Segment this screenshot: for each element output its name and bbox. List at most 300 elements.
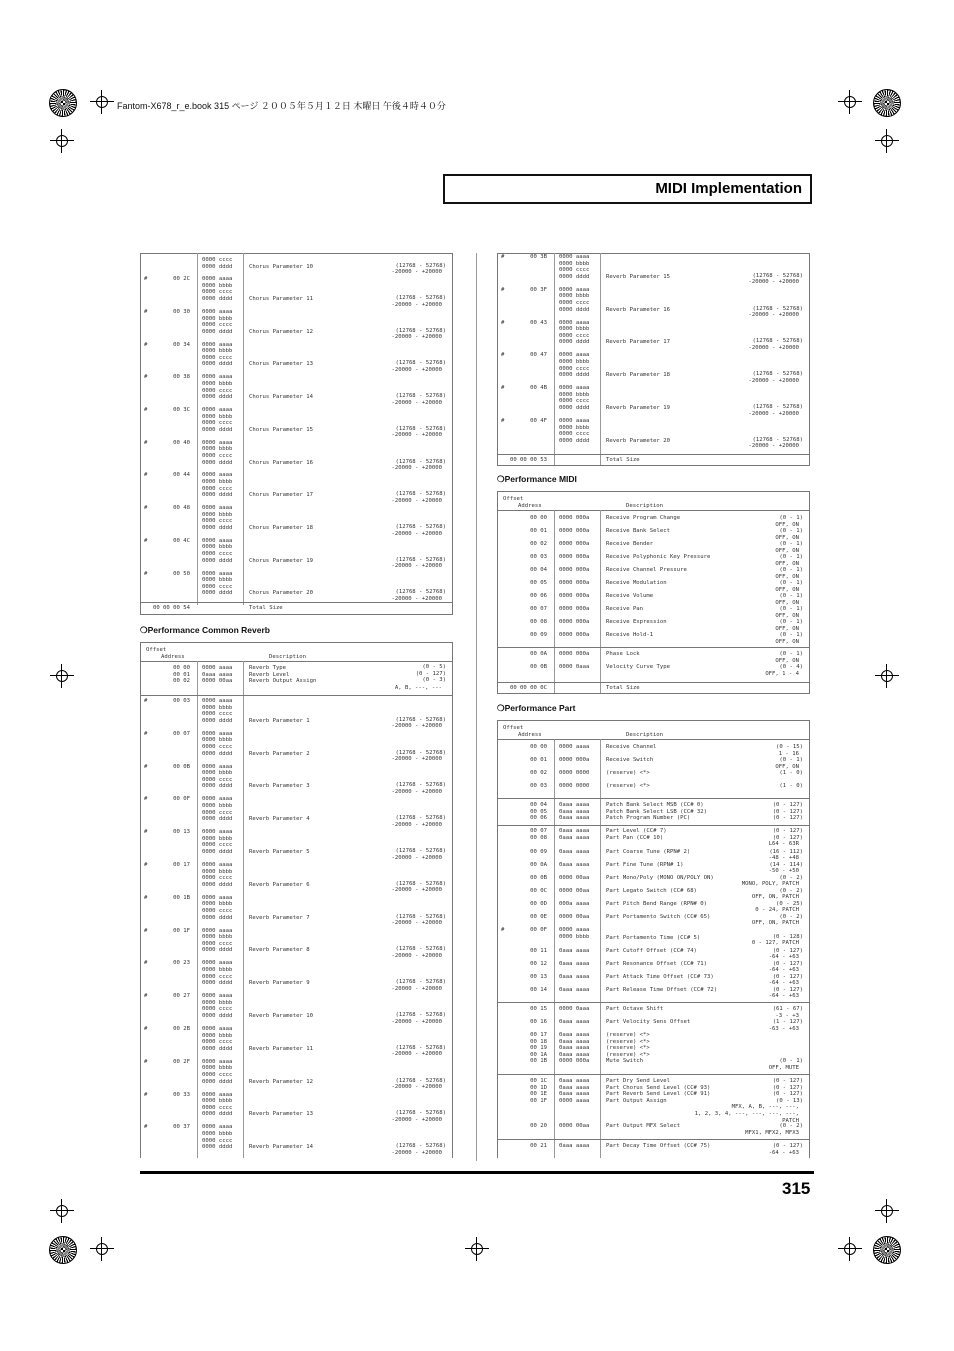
parameter-name: Chorus Parameter 14 bbox=[249, 394, 313, 401]
value-range-display: -20000 - +20000 bbox=[748, 443, 799, 450]
value-range: (0 - 128) bbox=[772, 933, 803, 940]
data-bits: 0000 aaaa bbox=[559, 286, 590, 293]
data-bits: 0000 bbbb bbox=[202, 1131, 233, 1137]
data-bits: 0000 0000 bbox=[559, 770, 590, 776]
value-range: (12768 - 52768) bbox=[395, 491, 446, 498]
hash-mark: # bbox=[501, 352, 505, 359]
hash-mark: # bbox=[144, 439, 148, 446]
hash-mark: # bbox=[501, 286, 505, 293]
offset-address: 00 3F bbox=[530, 286, 547, 293]
parameter-name: Reverb Parameter 17 bbox=[606, 339, 670, 346]
table-rule bbox=[498, 647, 809, 648]
data-bits: 0000 aaaa bbox=[202, 796, 233, 803]
offset-address: 00 50 bbox=[173, 570, 190, 577]
crop-mark-icon bbox=[55, 1204, 69, 1218]
value-range: (12768 - 52768) bbox=[395, 360, 446, 367]
offset-address: 00 1F bbox=[530, 1097, 547, 1104]
offset-address: 00 09 bbox=[530, 632, 547, 638]
value-range-display: 1 - 16 bbox=[778, 750, 799, 757]
data-bits: 0000 aaaa bbox=[202, 665, 233, 671]
parameter-name: Chorus Parameter 18 bbox=[249, 524, 313, 531]
value-range: (0 - 127) bbox=[772, 1143, 803, 1149]
data-bits: 0000 dddd bbox=[202, 328, 233, 335]
value-range: (0 - 127) bbox=[772, 960, 803, 967]
value-range-display: -20000 - +20000 bbox=[391, 399, 442, 406]
value-range-display: OFF, ON bbox=[775, 612, 799, 619]
data-bits: 0aaa aaaa bbox=[559, 1019, 590, 1025]
offset-address: 00 0D bbox=[530, 900, 547, 907]
data-bits: 0000 cccc bbox=[202, 908, 233, 914]
value-range: (12768 - 52768) bbox=[395, 815, 446, 822]
value-range-display: 0 - 127, PATCH bbox=[751, 940, 799, 947]
value-range-display: OFF, ON bbox=[775, 560, 799, 567]
data-bits: 0aaa aaaa bbox=[559, 1143, 590, 1149]
data-bits: 0000 bbbb bbox=[559, 293, 590, 300]
hash-mark: # bbox=[144, 276, 148, 283]
offset-address: 00 12 bbox=[530, 960, 547, 967]
parameter-name: Reverb Parameter 13 bbox=[249, 1111, 313, 1118]
data-bits: 0000 dddd bbox=[202, 980, 233, 987]
value-range: (0 - 127) bbox=[772, 986, 803, 993]
table-rule bbox=[498, 1074, 809, 1075]
value-range: (0 - 2) bbox=[779, 887, 803, 894]
table-rule bbox=[498, 798, 809, 799]
offset-address: 00 4C bbox=[173, 537, 190, 544]
data-bits: 0000 000a bbox=[559, 632, 590, 638]
data-bits: 0aaa aaaa bbox=[559, 861, 590, 868]
data-bits: 0000 cccc bbox=[559, 365, 590, 372]
value-range-display: -64 - +63 bbox=[768, 1149, 799, 1156]
data-bits: 0000 bbbb bbox=[559, 933, 590, 940]
parameter-name: Reverb Parameter 9 bbox=[249, 980, 310, 987]
crop-mark-icon bbox=[470, 1242, 484, 1256]
hash-mark: # bbox=[144, 894, 148, 901]
data-bits: 0000 bbbb bbox=[202, 704, 233, 711]
column-rule bbox=[600, 253, 601, 466]
data-bits: 0000 cccc bbox=[202, 776, 233, 783]
offset-address: 00 1D bbox=[530, 1084, 547, 1091]
hash-mark: # bbox=[144, 1091, 148, 1098]
value-range-display: -20000 - +20000 bbox=[391, 1084, 442, 1091]
parameter-name: Patch Bank Select MSB (CC# 0) bbox=[606, 802, 704, 808]
parameter-name: Part Chorus Send Level (CC# 93) bbox=[606, 1084, 711, 1091]
value-range: (12768 - 52768) bbox=[752, 404, 803, 410]
value-range-display: OFF, ON bbox=[775, 657, 799, 664]
data-bits: 0000 aaaa bbox=[202, 894, 233, 901]
data-bits: 0000 aaaa bbox=[202, 407, 233, 413]
data-bits: 0000 aaaa bbox=[202, 1091, 233, 1098]
offset-address: 00 04 bbox=[530, 567, 547, 573]
reverb-parameters-table bbox=[497, 253, 810, 466]
parameter-name: Part Attack Time Offset (CC# 73) bbox=[606, 973, 714, 980]
value-range-display: -20000 - +20000 bbox=[391, 1018, 442, 1025]
offset-address: 00 44 bbox=[173, 472, 190, 479]
parameter-name: Part Decay Time Offset (CC# 75) bbox=[606, 1143, 711, 1149]
value-range: (0 - 2) bbox=[779, 1123, 803, 1129]
parameter-name: (reserve) <*> bbox=[606, 783, 650, 789]
description-header: Description bbox=[269, 653, 307, 660]
parameter-name: Reverb Type bbox=[249, 665, 287, 671]
bottom-rule bbox=[140, 1171, 814, 1174]
parameter-name: Reverb Parameter 10 bbox=[249, 1013, 313, 1019]
data-bits: 0000 bbbb bbox=[202, 413, 233, 420]
data-bits: 0000 cccc bbox=[202, 485, 233, 492]
parameter-name: Receive Bank Select bbox=[606, 528, 670, 534]
offset-address: 00 2F bbox=[173, 1058, 190, 1065]
value-range: (0 - 127) bbox=[772, 1091, 803, 1098]
offset-address: 00 02 bbox=[173, 678, 190, 685]
table-rule bbox=[498, 491, 809, 492]
column-rule bbox=[197, 661, 198, 1158]
data-bits: 0000 aaaa bbox=[202, 537, 233, 544]
value-range-display: OFF, ON bbox=[775, 521, 799, 528]
data-bits: 0000 dddd bbox=[202, 783, 233, 790]
data-bits: 0000 bbbb bbox=[202, 1065, 233, 1072]
data-bits: 0000 cccc bbox=[202, 744, 233, 750]
offset-address: 00 18 bbox=[530, 1038, 547, 1045]
offset-address: 00 0B bbox=[173, 763, 190, 770]
parameter-name: Part Pan (CC# 10) bbox=[606, 834, 664, 841]
offset-address: 00 16 bbox=[530, 1019, 547, 1025]
data-bits: 0000 aaaa bbox=[202, 862, 233, 868]
data-bits: 0000 dddd bbox=[202, 881, 233, 888]
data-bits: 0000 bbbb bbox=[202, 868, 233, 875]
offset-address: 00 06 bbox=[530, 593, 547, 599]
offset-address: 00 43 bbox=[530, 319, 547, 326]
data-bits: 0000 0000 bbox=[559, 783, 590, 789]
hash-mark: # bbox=[144, 698, 148, 704]
value-range-display: A, B, ---, --- bbox=[394, 684, 442, 691]
parameter-name: Reverb Parameter 8 bbox=[249, 947, 310, 954]
parameter-name: Reverb Output Assign bbox=[249, 678, 317, 685]
page-title: MIDI Implementation bbox=[655, 180, 802, 197]
offset-address: 00 1F bbox=[173, 927, 190, 934]
value-range-display: OFF, ON bbox=[775, 547, 799, 554]
data-bits: 0000 bbbb bbox=[202, 446, 233, 453]
file-header-line: Fantom-X678_r_e.book 315 ページ ２００５年５月１２日 木曜日 午後４時４０分 bbox=[117, 101, 446, 111]
data-bits: 0000 aaaa bbox=[202, 439, 233, 446]
value-range-display: OFF, ON, PATCH bbox=[751, 920, 799, 927]
offset-address: 00 04 bbox=[530, 802, 547, 808]
value-range: (0 - 1) bbox=[779, 567, 803, 573]
data-bits: 0000 aaaa bbox=[202, 505, 233, 512]
hash-mark: # bbox=[144, 960, 148, 967]
data-bits: 0000 00aa bbox=[202, 678, 233, 685]
data-bits: 0000 aaaa bbox=[202, 308, 233, 315]
data-bits: 0000 dddd bbox=[202, 459, 233, 466]
data-bits: 0000 bbbb bbox=[202, 544, 233, 551]
offset-address: 00 01 bbox=[530, 757, 547, 763]
offset-address: 00 2C bbox=[173, 276, 190, 283]
data-bits: 0000 cccc bbox=[202, 257, 233, 263]
value-range: (0 - 127) bbox=[772, 834, 803, 841]
data-bits: 0000 cccc bbox=[559, 300, 590, 306]
parameter-name: Part Fine Tune (RPN# 1) bbox=[606, 861, 684, 868]
section-title-common-reverb: ❍Performance Common Reverb bbox=[140, 625, 270, 635]
value-range: (0 - 127) bbox=[772, 1078, 803, 1084]
value-range: (0 - 1) bbox=[779, 580, 803, 586]
hash-mark: # bbox=[144, 407, 148, 413]
parameter-name: Reverb Parameter 4 bbox=[249, 816, 310, 823]
data-bits: 0000 cccc bbox=[202, 289, 233, 296]
data-bits: 0000 0aaa bbox=[559, 664, 590, 670]
parameter-name: Receive Hold-1 bbox=[606, 632, 654, 638]
hash-mark: # bbox=[501, 418, 505, 424]
data-bits: 0aaa aaaa bbox=[559, 960, 590, 967]
table-rule bbox=[498, 454, 809, 455]
parameter-name: Receive Program Change bbox=[606, 515, 681, 521]
offset-address: 00 14 bbox=[530, 986, 547, 993]
data-bits: 0000 bbbb bbox=[202, 934, 233, 941]
crop-mark-icon bbox=[55, 669, 69, 683]
data-bits: 0000 000a bbox=[559, 1058, 590, 1065]
value-range: (12768 - 52768) bbox=[395, 1012, 446, 1018]
hash-mark: # bbox=[144, 374, 148, 381]
value-range: (12768 - 52768) bbox=[395, 425, 446, 432]
data-bits: 0000 cccc bbox=[559, 398, 590, 405]
value-range-display: -20000 - +20000 bbox=[391, 920, 442, 927]
parameter-name: Receive Bender bbox=[606, 541, 654, 547]
offset-address: 00 0A bbox=[530, 861, 547, 868]
hash-mark: # bbox=[144, 829, 148, 836]
offset-address: 00 17 bbox=[173, 862, 190, 868]
common-reverb-table bbox=[140, 642, 453, 1158]
value-range-display: -20000 - +20000 bbox=[391, 334, 442, 341]
hash-mark: # bbox=[144, 570, 148, 577]
value-range-display: -20000 - +20000 bbox=[391, 1149, 442, 1156]
data-bits: 0000 cccc bbox=[202, 452, 233, 459]
hash-mark: # bbox=[144, 505, 148, 512]
value-range: (12768 - 52768) bbox=[395, 1143, 446, 1150]
value-range: (0 - 1) bbox=[779, 606, 803, 612]
offset-address: 00 2B bbox=[173, 1026, 190, 1032]
data-bits: 0000 bbbb bbox=[202, 967, 233, 973]
data-bits: 0000 aaaa bbox=[202, 993, 233, 1000]
data-bits: 0000 cccc bbox=[202, 551, 233, 557]
data-bits: 0000 cccc bbox=[559, 332, 590, 339]
parameter-name: Patch Bank Select LSB (CC# 32) bbox=[606, 808, 708, 815]
data-bits: 0000 dddd bbox=[202, 492, 233, 499]
value-range-display: -20000 - +20000 bbox=[391, 269, 442, 276]
data-bits: 0000 aaaa bbox=[202, 1058, 233, 1065]
registration-star-icon bbox=[49, 1236, 77, 1264]
value-range: (12768 - 52768) bbox=[395, 979, 446, 986]
offset-address: 00 13 bbox=[173, 829, 190, 836]
offset-address: 00 02 bbox=[530, 541, 547, 547]
data-bits: 0000 bbbb bbox=[202, 737, 233, 744]
offset-address: 00 1B bbox=[530, 1058, 547, 1065]
data-bits: 0aaa aaaa bbox=[559, 973, 590, 980]
offset-address: 00 1C bbox=[530, 1078, 547, 1084]
column-rule bbox=[554, 510, 555, 694]
data-bits: 0000 cccc bbox=[202, 583, 233, 590]
value-range-display: -20000 - +20000 bbox=[748, 312, 799, 319]
parameter-name: Chorus Parameter 12 bbox=[249, 328, 313, 335]
value-range-display: -20000 - +20000 bbox=[391, 821, 442, 828]
parameter-name: Total Size bbox=[606, 456, 640, 463]
data-bits: 0000 00aa bbox=[559, 913, 590, 920]
value-range-display: OFF, 1 - 4 bbox=[765, 670, 799, 677]
data-bits: 0000 aaaa bbox=[202, 927, 233, 934]
offset-address: 00 27 bbox=[173, 993, 190, 1000]
data-bits: 0000 0aaa bbox=[559, 1006, 590, 1012]
value-range-display: -20000 - +20000 bbox=[391, 887, 442, 894]
value-range: (0 - 1) bbox=[779, 651, 803, 657]
data-bits: 0000 dddd bbox=[202, 750, 233, 757]
offset-address: 00 09 bbox=[530, 848, 547, 855]
parameter-name: Part Release Time Offset (CC# 72) bbox=[606, 986, 718, 993]
data-bits: 0000 cccc bbox=[202, 518, 233, 525]
data-bits: 0000 aaaa bbox=[202, 960, 233, 967]
value-range-display: -64 - +63 bbox=[768, 993, 799, 1000]
value-range: (0 - 1) bbox=[779, 632, 803, 638]
data-bits: 0000 cccc bbox=[559, 431, 590, 438]
offset-header: Offset bbox=[503, 496, 524, 502]
offset-address: 00 00 00 0C bbox=[509, 684, 547, 691]
hash-mark: # bbox=[144, 472, 148, 479]
value-range-display: OFF, ON bbox=[775, 573, 799, 580]
column-rule bbox=[243, 661, 244, 1158]
data-bits: 0000 cccc bbox=[202, 940, 233, 947]
table-rule bbox=[498, 465, 809, 466]
offset-address: 00 48 bbox=[173, 505, 190, 512]
value-range: (16 - 112) bbox=[769, 848, 803, 855]
parameter-name: Chorus Parameter 15 bbox=[249, 426, 313, 433]
value-range: (0 - 4) bbox=[779, 664, 803, 670]
parameter-name: Part Output MFX Select bbox=[606, 1123, 681, 1129]
value-range-display: 0 - 24, PATCH bbox=[755, 907, 799, 914]
parameter-name: Part Resonance Offset (CC# 71) bbox=[606, 960, 708, 967]
value-range: (12768 - 52768) bbox=[395, 946, 446, 953]
value-range: (12768 - 52768) bbox=[395, 458, 446, 465]
value-range-display: MFX, A, B, ---, ---, bbox=[731, 1104, 799, 1111]
value-range-display: -20000 - +20000 bbox=[748, 410, 799, 417]
data-bits: 0000 dddd bbox=[202, 816, 233, 823]
offset-address: 00 0C bbox=[530, 887, 547, 894]
value-range: (12768 - 52768) bbox=[395, 523, 446, 530]
parameter-name: Part Level (CC# 7) bbox=[606, 828, 667, 834]
offset-address: 00 4F bbox=[530, 418, 547, 424]
data-bits: 0000 aaaa bbox=[559, 319, 590, 326]
value-range-display: -20000 - +20000 bbox=[391, 465, 442, 472]
data-bits: 0000 bbbb bbox=[559, 326, 590, 333]
value-range: (12768 - 52768) bbox=[752, 338, 803, 345]
data-bits: 0000 bbbb bbox=[559, 359, 590, 365]
parameter-name: Total Size bbox=[606, 684, 640, 691]
value-range: (0 - 2) bbox=[779, 874, 803, 881]
data-bits: 0000 aaaa bbox=[559, 352, 590, 359]
data-bits: 0000 cccc bbox=[202, 420, 233, 427]
hash-mark: # bbox=[501, 385, 505, 392]
parameter-name: Receive Polyphonic Key Pressure bbox=[606, 554, 711, 560]
parameter-name: Reverb Parameter 6 bbox=[249, 881, 310, 888]
column-rule bbox=[554, 253, 555, 466]
offset-address: 00 0E bbox=[530, 913, 547, 920]
offset-address: 00 08 bbox=[530, 834, 547, 841]
value-range-display: 1, 2, 3, 4, ---, ---, ---, ---, bbox=[694, 1111, 799, 1117]
hash-mark: # bbox=[144, 796, 148, 803]
table-rule bbox=[141, 614, 452, 615]
value-range-display: -20000 - +20000 bbox=[391, 953, 442, 959]
crop-mark-icon bbox=[55, 134, 69, 148]
hash-mark: # bbox=[144, 1058, 148, 1065]
parameter-name: Total Size bbox=[249, 605, 283, 611]
data-bits: 0000 cccc bbox=[202, 387, 233, 394]
data-bits: 0000 dddd bbox=[202, 947, 233, 954]
page-number: 315 bbox=[782, 1179, 811, 1198]
hash-mark: # bbox=[144, 927, 148, 934]
value-range-display: -20000 - +20000 bbox=[748, 377, 799, 384]
value-range-display: OFF, ON bbox=[775, 625, 799, 632]
value-range-display: -20000 - +20000 bbox=[391, 985, 442, 992]
value-range-display: -20000 - +20000 bbox=[391, 1117, 442, 1123]
data-bits: 0000 bbbb bbox=[202, 901, 233, 908]
value-range-display: -20000 - +20000 bbox=[391, 723, 442, 730]
offset-address: 00 33 bbox=[173, 1091, 190, 1098]
data-bits: 0aaa aaaa bbox=[559, 1038, 590, 1045]
offset-address: 00 1B bbox=[173, 894, 190, 901]
value-range: (0 - 1) bbox=[779, 541, 803, 547]
parameter-name: Reverb Parameter 19 bbox=[606, 405, 670, 411]
offset-address: 00 21 bbox=[530, 1143, 547, 1149]
value-range: (12768 - 52768) bbox=[395, 749, 446, 756]
offset-address: 00 00 bbox=[173, 665, 190, 671]
data-bits: 0000 aaaa bbox=[202, 1124, 233, 1131]
parameter-name: Chorus Parameter 17 bbox=[249, 492, 313, 499]
data-bits: 0000 cccc bbox=[202, 842, 233, 849]
hash-mark: # bbox=[144, 763, 148, 770]
table-rule bbox=[141, 661, 452, 662]
parameter-name: Reverb Parameter 18 bbox=[606, 372, 670, 379]
data-bits: 0000 bbbb bbox=[202, 380, 233, 387]
column-rule bbox=[197, 253, 198, 605]
offset-address: 00 19 bbox=[530, 1045, 547, 1052]
value-range: (12768 - 52768) bbox=[395, 262, 446, 269]
data-bits: 0aaa aaaa bbox=[559, 834, 590, 841]
value-range: (0 - 127) bbox=[772, 802, 803, 808]
offset-address: 00 00 bbox=[530, 744, 547, 750]
value-range-display: -20000 - +20000 bbox=[391, 789, 442, 795]
data-bits: 0000 dddd bbox=[559, 405, 590, 411]
offset-address: 00 08 bbox=[530, 619, 547, 625]
value-range-display: -20000 - +20000 bbox=[391, 367, 442, 373]
parameter-name: Reverb Parameter 1 bbox=[249, 717, 310, 724]
value-range: (0 - 1) bbox=[779, 1058, 803, 1065]
value-range-display: L64 - 63R bbox=[768, 841, 799, 848]
data-bits: 0aaa aaaa bbox=[559, 815, 590, 822]
data-bits: 0000 dddd bbox=[202, 914, 233, 921]
column-divider bbox=[476, 253, 477, 1161]
parameter-name: Reverb Parameter 12 bbox=[249, 1078, 313, 1085]
data-bits: 0000 cccc bbox=[202, 1137, 233, 1144]
address-header: Address bbox=[518, 502, 542, 509]
data-bits: 0aaa aaaa bbox=[559, 1051, 590, 1058]
parameter-name: Receive Expression bbox=[606, 619, 667, 625]
data-bits: 0000 aaaa bbox=[559, 927, 590, 933]
value-range: (12768 - 52768) bbox=[752, 272, 803, 279]
data-bits: 0000 cccc bbox=[202, 322, 233, 329]
data-bits: 0000 bbbb bbox=[559, 260, 590, 267]
data-bits: 0000 dddd bbox=[202, 426, 233, 433]
parameter-name: Patch Program Number (PC) bbox=[606, 815, 691, 822]
hash-mark: # bbox=[144, 308, 148, 315]
data-bits: 0000 bbbb bbox=[559, 391, 590, 398]
value-range: (12768 - 52768) bbox=[395, 716, 446, 723]
data-bits: 0aaa aaaa bbox=[559, 848, 590, 855]
table-rule bbox=[141, 695, 452, 696]
data-bits: 0000 000a bbox=[559, 651, 590, 657]
crop-mark-icon bbox=[843, 1242, 857, 1256]
